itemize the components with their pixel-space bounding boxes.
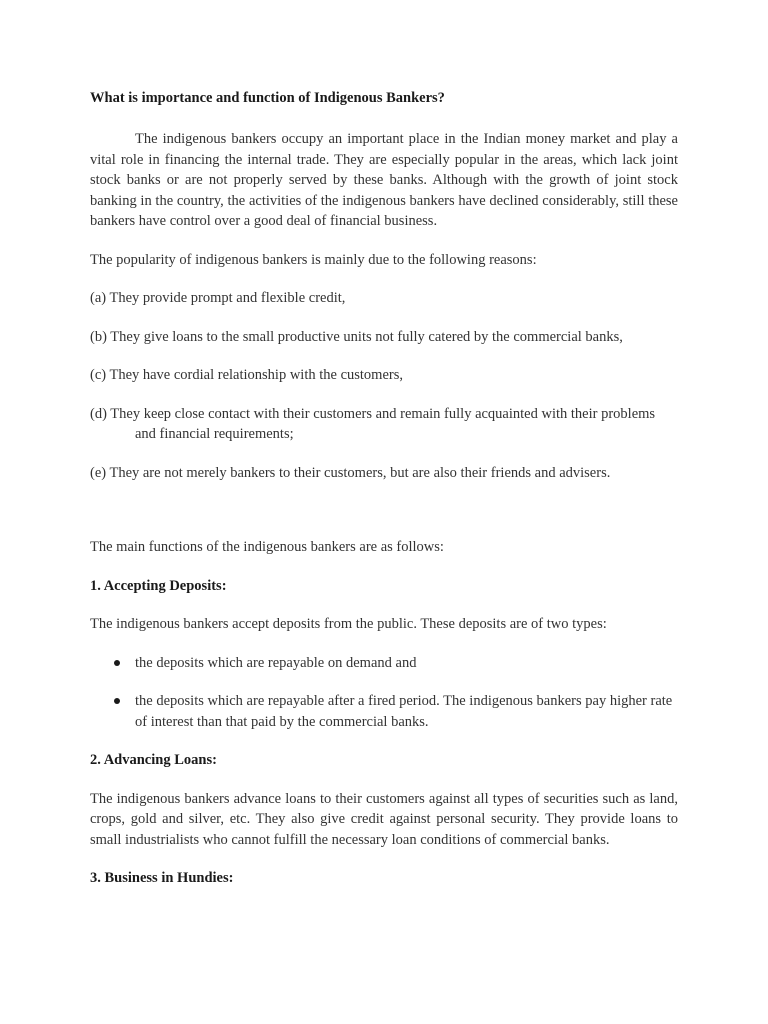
section-2-heading: 2. Advancing Loans:: [90, 752, 217, 768]
reason-e: (e) They are not merely bankers to their customers, but are also their friends and advisers.: [90, 464, 611, 481]
reason-c: (c) They have cordial relationship with the customers,: [90, 367, 403, 383]
section-1-text: The indigenous bankers accept deposits from the public. These deposits are of two types:: [90, 616, 607, 632]
bullet-icon: [114, 698, 120, 704]
section-spacer: [90, 501, 678, 537]
deposit-types-list: [90, 653, 678, 733]
list-item-text: the deposits which are repayable after a fired period. The indigenous bankers pay higher rate of interest than that paid by the commercial banks.: [135, 693, 673, 730]
bullet-icon: [114, 660, 120, 666]
list-item-text: the deposits which are repayable on demand and: [135, 654, 417, 671]
section-2-text: The indigenous bankers advance loans to their customers against all types of securities such as land, crops, gold and silver, etc. They also give credit against personal security. They provide loans to small industrialists who cannot fulfill the necessary loan conditions of commercial banks.: [90, 790, 678, 848]
reason-b: (b) They give loans to the small productive units not fully catered by the commercial banks,: [90, 328, 623, 345]
intro-paragraph: The indigenous bankers occupy an important place in the Indian money market and play a vital role in financing the internal trade. They are especially popular in the areas, which lack joint stock banks or are not properly served by these banks. Although with the growth of joint stock banking in the country, the activities of the indigenous bankers have declined considerably, still these bankers have control over a good deal of financial business.: [90, 131, 678, 229]
reason-a: (a) They provide prompt and flexible credit,: [90, 290, 346, 306]
functions-intro: The main functions of the indigenous bankers are as follows:: [90, 539, 444, 555]
section-3-heading: 3. Business in Hundies:: [90, 870, 234, 886]
popularity-intro: The popularity of indigenous bankers is mainly due to the following reasons:: [90, 251, 537, 268]
reason-d: (d) They keep close contact with their customers and remain fully acquainted with their problems and financial requirements;: [90, 405, 656, 442]
list-item: [90, 653, 678, 674]
section-1-heading: 1. Accepting Deposits:: [90, 577, 227, 594]
document-title: What is importance and function of Indigenous Bankers?: [90, 90, 445, 106]
list-item: [90, 691, 678, 732]
